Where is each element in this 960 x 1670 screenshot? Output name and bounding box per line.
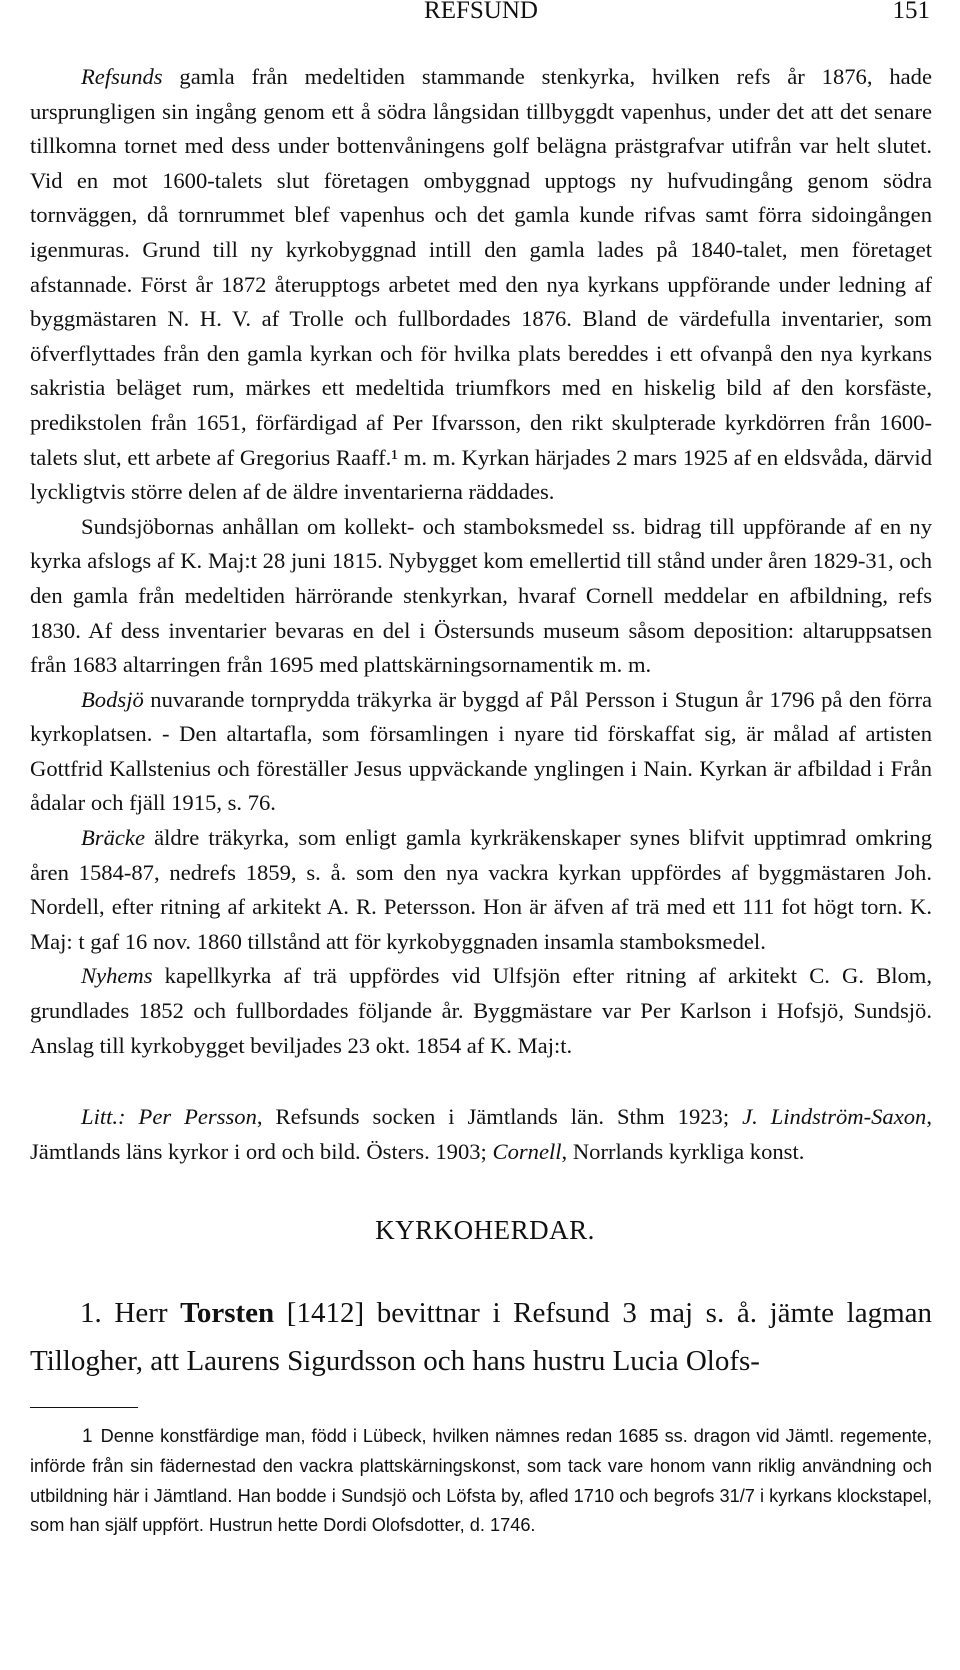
footnote-text: Denne konstfärdige man, född i Lübeck, hvilken nämnes redan 1685 ss. dragon vid Jämtl. regemente, införde från sin fädernestad den vackra plattskärningskonst, som tack vare honom vann riklig användning och utbildning här i Jämtland. Han bodde i Sundsjö och Löfsta by, afled 1710 och begrofs 31/7 i kyrkans klockstapel, som han själf uppfört. Hustrun hette Dordi Olofsdotter, d. 1746. [30, 1426, 932, 1536]
entry-number: 1. [80, 1297, 102, 1330]
literature-author: J. Lindström-Saxon [742, 1104, 927, 1130]
paragraph-text: kapellkyrka af trä uppfördes vid Ulfsjön efter ritning af arkitekt C. G. Blom, grundlades 1852 och fullbordades följande år. Byggmästare var Per Karlson i Hofsjö, Sundsjö. Anslag till kyrkobygget beviljades 23 okt. 1854 af K. Maj:t. [30, 963, 932, 1058]
paragraph-bracke [30, 821, 932, 959]
main-text [30, 60, 932, 1063]
footnote-marker: 1 [82, 1426, 93, 1448]
literature-label: Litt.: [81, 1104, 139, 1130]
footnote-divider [30, 1407, 138, 1408]
paragraph-text: gamla från medeltiden stammande stenkyrka, hvilken refs år 1876, hade ursprungligen sin ingång genom ett å södra långsidan tillbyggdt vapenhus, under det att det senare tillkomna tornet med dess under bottenvåningens golf belägna prästgrafvar utifrån var helt slutet. Vid en mot 1600-talets slut företagen ombyggnad upptogs ny hufvudingång genom södra tornväggen, då tornrummet blef vapenhus och det gamla kunde rifvas samt förra sidoingången igenmuras. Grund till ny kyrkobyggnad intill den gamla lades på 1840-talet, men företaget afstannade. Först år 1872 återupptogs arbetet med den nya kyrkans uppförande under ledning af byggmästaren N. H. V. af Trolle och fullbordades 1876. Bland de värdefulla inventarier, som öfverflyttades från den gamla kyrkan och för hvilka plats bereddes i ett ofvanpå den nya kyrkans sakristia beläget rum, märkes ett medeltida triumfkors med en hiskelig bild af den korsfäste, predikstolen från 1651, förfärdigad af Per Ifvarsson, den rikt skulpterade kyrkdörren från 1600-talets slut, ett arbete af Gregorius Raaff.¹ m. m. Kyrkan härjades 2 mars 1925 af en eldsvåda, därvid lyckligtvis större delen af de äldre inventarierna räddades. [30, 64, 932, 505]
paragraph-nyhem [30, 959, 932, 1063]
literature-work: , Jämtlands läns kyrkor i ord och bild. Östers. 1903; [30, 1104, 932, 1164]
paragraph-text: äldre träkyrka, som enligt gamla kyrkräkenskaper synes blifvit upptimrad omkring åren 1584-87, nedrefs 1859, s. å. som den nya vackra kyrkan uppfördes af byggmästaren Joh. Nordell, efter ritning af arkitekt A. R. Petersson. Hon är äfven af trä med ett 111 fot högt torn. K. Maj: t gaf 16 nov. 1860 tillstånd att för kyrkobyggnaden insamla stamboksmedel. [30, 825, 932, 954]
paragraph-text: Sundsjöbornas anhållan om kollekt- och stamboksmedel ss. bidrag till uppförande af en ny kyrka afslogs af K. Maj:t 28 juni 1815. Nybygget kom emellertid till stånd under åren 1829-31, och den gamla från medeltiden härrörande stenkyrkan, hvaraf Cornell meddelar en afbildning, refs 1830. Af dess inventarier bevaras en del i Östersunds museum såsom deposition: altaruppsatsen från 1683 altarringen från 1695 med plattskärningsornamentik m. m. [30, 513, 932, 678]
footnote [30, 1422, 932, 1540]
paragraph-sundsjo [30, 510, 932, 683]
paragraph-text: nuvarande tornprydda träkyrka är byggd af Pål Persson i Stugun år 1796 på den förra kyrkoplatsen. - Den altartafla, som församlingen i nyare tid förskaffat sig, är målad af artisten Gottfrid Kallstenius och föreställer Jesus uppväckande ynglingen i Nain. Kyrkan är afbildad i Från ådalar och fjäll 1915, s. 76. [30, 686, 932, 816]
clergy-entry [30, 1289, 932, 1385]
literature-author: Per Persson [138, 1104, 257, 1130]
place-name-bodsjo: Bodsjö [81, 686, 144, 712]
place-name-refsund: Refsunds [81, 64, 163, 89]
entry-prefix: Herr [101, 1297, 181, 1330]
place-name-bracke: Bräcke [81, 825, 145, 851]
literature-work: , Refsunds socken i Jämtlands län. Sthm 1923; [256, 1104, 743, 1130]
literature-work: , Norrlands kyrkliga konst. [561, 1138, 805, 1164]
entry-text: [1412] bevittnar i Refsund 3 maj s. å. jämte lagman Tillogher, att Laurens Sigurdsson och hans hustru Lucia Olofs- [30, 1297, 932, 1378]
running-title: REFSUND [424, 0, 538, 24]
paragraph-refsund [30, 60, 932, 510]
running-header [30, 0, 932, 30]
place-name-nyhem: Nyhems [81, 963, 153, 989]
entry-name: Torsten [180, 1297, 275, 1330]
paragraph-bodsjo [30, 683, 932, 821]
literature-references [30, 1100, 932, 1169]
literature-author: Cornell [492, 1138, 562, 1164]
section-heading: KYRKOHERDAR. [375, 1215, 595, 1246]
page-number: 151 [892, 0, 930, 24]
